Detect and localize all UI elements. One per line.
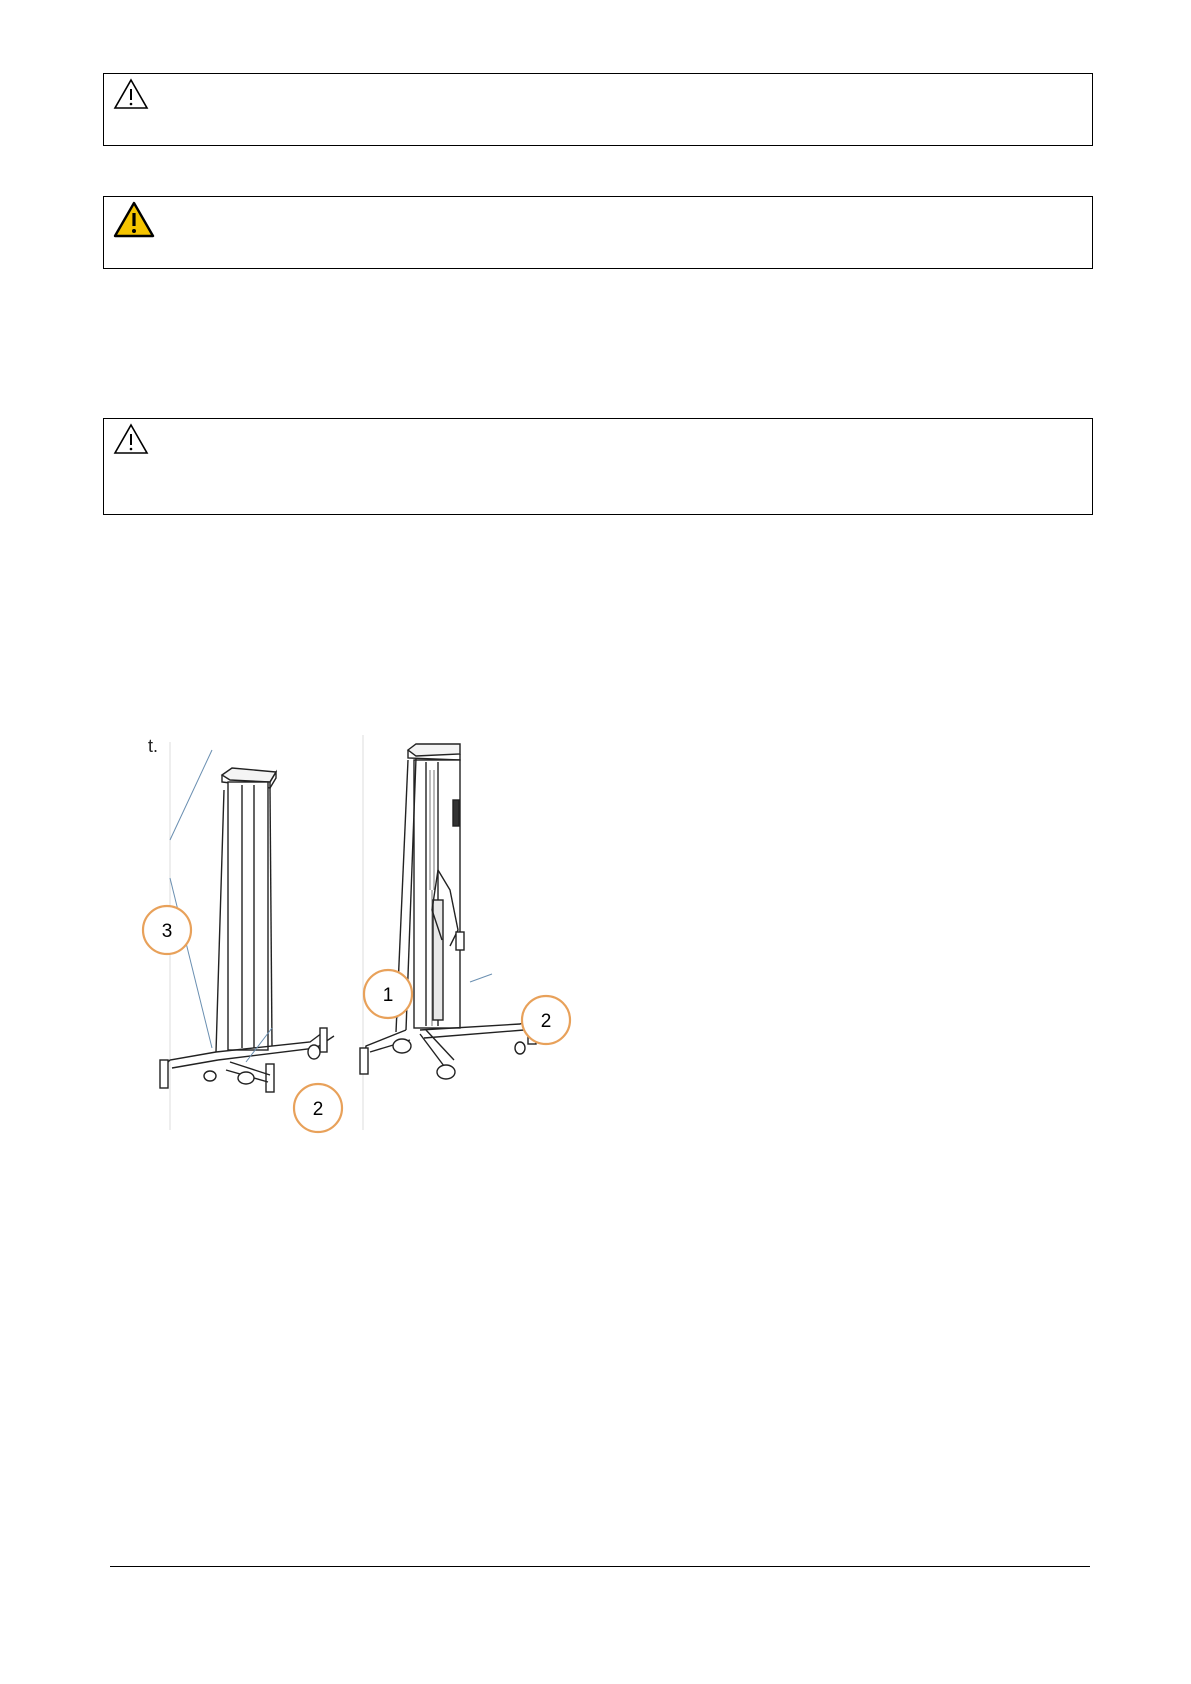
callout-2-right-label: 2: [540, 1011, 552, 1032]
callout-2-right: [522, 996, 570, 1044]
figure-lift-stand: [120, 730, 600, 1140]
callout-2-left: [294, 1084, 342, 1132]
callout-2-left-label: 2: [312, 1099, 324, 1120]
warning-box-1: [103, 73, 1093, 146]
warning-outline-icon: [113, 423, 149, 460]
figure-label: t.: [148, 736, 159, 756]
callout-3-label: 3: [161, 921, 173, 942]
warning-yellow-icon: [113, 201, 155, 244]
stand-right-drawing: [360, 744, 536, 1079]
warning-box-3: [103, 418, 1093, 515]
callout-1-label: 1: [382, 985, 394, 1006]
warning-outline-icon: [113, 78, 149, 115]
warning-box-2: [103, 196, 1093, 269]
callout-3: [143, 906, 191, 954]
footer-divider: [110, 1566, 1090, 1567]
callout-1: [364, 970, 412, 1018]
